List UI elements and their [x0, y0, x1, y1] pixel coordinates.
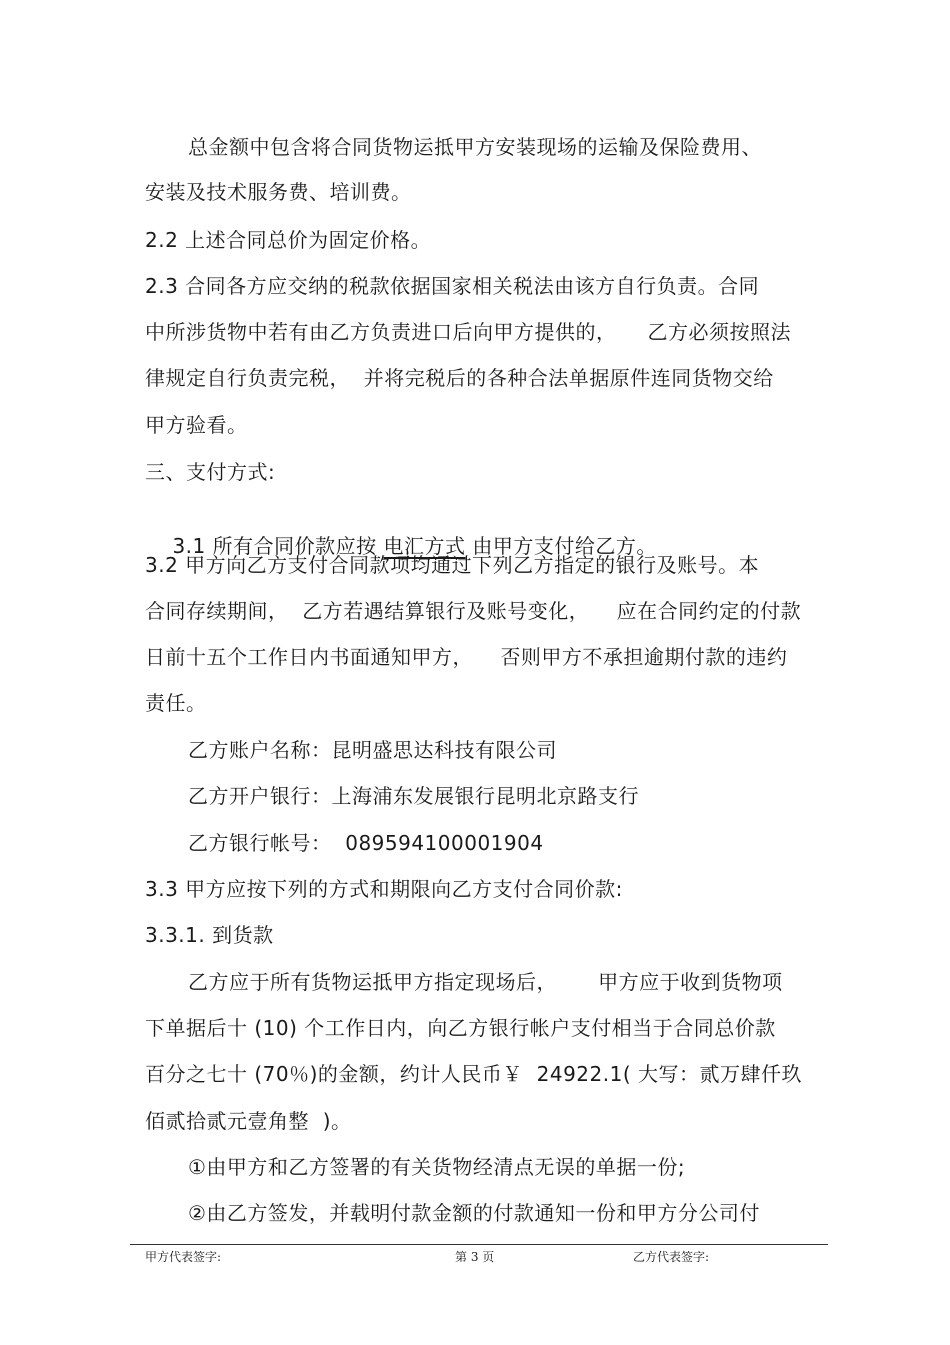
paragraph-line: 责任。 — [145, 691, 207, 715]
paragraph-line: 甲方验看。 — [145, 413, 248, 437]
paragraph-line: 3.3 甲方应按下列的方式和期限向乙方支付合同价款: — [145, 877, 623, 901]
paragraph-line: 佰贰拾贰元壹角整 )。 — [145, 1109, 352, 1133]
subsection-heading: 3.3.1. 到货款 — [145, 923, 274, 947]
paragraph-line: 律规定自行负责完税， 并将完税后的各种合法单据原件连同货物交给 — [145, 366, 774, 390]
paragraph-line: 2.2 上述合同总价为固定价格。 — [145, 228, 432, 252]
paragraph-line: 乙方应于所有货物运抵甲方指定现场后， 甲方应于收到货物项 — [188, 970, 783, 994]
account-name-line: 乙方账户名称：昆明盛思达科技有限公司 — [188, 738, 557, 762]
footer-divider — [130, 1244, 828, 1245]
list-item: ①由甲方和乙方签署的有关货物经清点无误的单据一份; — [188, 1155, 686, 1179]
section-heading: 三、支付方式: — [145, 460, 276, 484]
paragraph-line: 百分之七十 (70％)的金额，约计人民币￥ 24922.1( 大写：贰万肆仟玖 — [145, 1062, 802, 1086]
paragraph-line: 2.3 合同各方应交纳的税款依据国家相关税法由该方自行负责。合同 — [145, 274, 760, 298]
paragraph-line: 中所涉货物中若有由乙方负责进口后向甲方提供的， 乙方必须按照法 — [145, 320, 791, 344]
paragraph-line: 下单据后十 (10) 个工作日内，向乙方银行帐户支付相当于合同总价款 — [145, 1016, 776, 1040]
bank-name-line: 乙方开户银行：上海浦东发展银行昆明北京路支行 — [188, 784, 639, 808]
account-number-line: 乙方银行帐号： 089594100001904 — [188, 831, 544, 855]
paragraph-line: 总金额中包含将合同货物运抵甲方安装现场的运输及保险费用、 — [188, 135, 762, 159]
page-number: 第 3 页 — [455, 1250, 495, 1264]
party-b-signature-label: 乙方代表签字: — [633, 1250, 710, 1264]
clause-prefix: 3.1 所有合同价款应按 — [172, 534, 384, 558]
paragraph-line: 安装及技术服务费、培训费。 — [145, 180, 412, 204]
list-item: ②由乙方签发，并载明付款金额的付款通知一份和甲方分公司付 — [188, 1201, 760, 1225]
payment-method-field: 电汇方式 — [383, 534, 466, 558]
paragraph-line: 合同存续期间， 乙方若遇结算银行及账号变化， 应在合同约定的付款 — [145, 599, 802, 623]
party-a-signature-label: 甲方代表签字: — [145, 1250, 222, 1264]
paragraph-line: 3.2 甲方向乙方支付合同款项均通过下列乙方指定的银行及账号。本 — [145, 553, 760, 577]
paragraph-line: 日前十五个工作日内书面通知甲方， 否则甲方不承担逾期付款的违约 — [145, 645, 788, 669]
clause-suffix: 由甲方支付给乙方。 — [465, 534, 657, 558]
